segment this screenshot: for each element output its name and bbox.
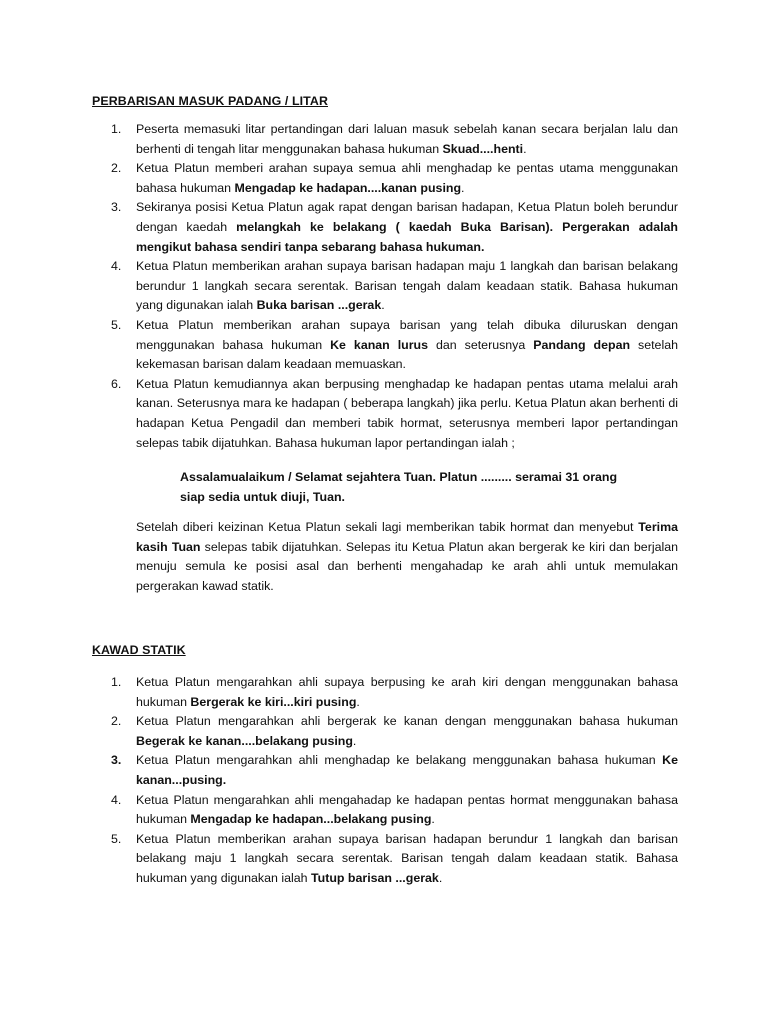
body-text: Peserta memasuki litar pertandingan dari laluan masuk sebelah kanan secara berjalan lalu dan berhenti di tengah litar menggunakan bahasa hukuman [136,122,678,156]
bold-command-text: Tutup barisan ...gerak [310,870,439,885]
section-heading-perbarisan: PERBARISAN MASUK PADANG / LITAR [92,94,328,108]
bold-command-text: Buka barisan ...gerak [256,298,382,313]
body-text: Ketua Platun kemudiannya akan berpusing menghadap ke hadapan pentas utama melalui arah kanan. Seterusnya mara ke hadapan ( beberapa langkah) jika perlu. Ketua Platun akan berhenti di hadapan Ketua Pengadil dan memberi tabik hormat, seterusnya memberi lapor pertandingan selepas tabik dijatuhkan. Bahasa hukuman lapor pertandingan ialah ; [136,376,678,450]
bold-command-text: Ke kanan lurus [330,337,429,352]
bold-command-text: Bergerak ke kiri...kiri pusing [190,694,357,709]
bold-command-text: Skuad....henti [442,141,524,156]
list-item [111,257,678,316]
bold-command-text: Ke kanan...pusing. [136,753,678,787]
body-text: Ketua Platun mengarahkan ahli bergerak ke kanan dengan menggunakan bahasa hukuman [136,714,678,729]
body-text: Ketua Platun memberikan arahan supaya barisan yang telah dibuka diluruskan dengan menggunakan bahasa hukuman [136,317,678,352]
list-item-number: 3. [111,753,122,768]
body-text: . [431,812,435,827]
perbarisan-steps-list [111,120,678,453]
body-text: Ketua Platun memberi arahan supaya semua ahli menghadap ke pentas utama menggunakan bahasa hukuman [136,161,678,195]
body-text: . [461,180,465,195]
salute-line-2: siap sedia untuk diuji, Tuan. [180,489,345,504]
body-text: . [356,694,360,709]
list-item [111,673,678,712]
bold-command-text: Mengadap ke hadapan...belakang pusing [190,812,432,827]
body-text: Ketua Platun memberikan arahan supaya barisan hadapan berundur 1 langkah dan barisan belakang maju 1 langkah secara serentak. Barisan tengah dalam keadaan statik. Bahasa hukuman yang digunakan ialah [136,831,678,885]
body-text: Ketua Platun mengarahkan ahli mengahadap ke hadapan pentas hormat menggunakan bahasa hukuman [136,792,678,827]
list-item [111,316,678,375]
salute-line-1: Assalamualaikum / Selamat sejahtera Tuan. Platun ......... seramai 31 orang [180,470,618,484]
list-item-number: 3. [111,200,122,215]
list-item [111,791,678,830]
bold-command-text: Pandang depan [533,337,631,352]
list-item [111,159,678,198]
body-text: setelah kekemasan barisan dalam keadaan memuaskan. [136,337,678,372]
list-item [111,120,678,159]
list-item-number: 1. [111,122,122,136]
body-text: selepas tabik dijatuhkan. Selepas itu Ketua Platun akan bergerak ke kiri dan berjalan menuju semula ke posisi asal dan berhenti mengahadap ke arah ahli untuk memulakan pergerakan kawad statik. [136,539,679,593]
body-text: . [381,298,385,313]
list-item-number: 2. [111,714,122,729]
kawad-statik-steps-list [111,673,678,889]
body-text: . [523,141,527,156]
list-item-number: 4. [111,792,122,807]
bold-command-text: Terima kasih Tuan [136,520,678,554]
list-item [111,751,678,790]
list-item [111,198,678,257]
list-item [111,830,678,889]
list-item-number: 5. [111,317,122,332]
body-text: . [438,870,443,885]
section-heading-kawad-statik: KAWAD STATIK [92,643,186,657]
list-item [111,712,678,751]
list-item-number: 6. [111,376,122,391]
body-text: Ketua Platun mengarahkan ahli menghadap ke belakang menggunakan bahasa hukuman [136,753,663,768]
bold-command-text: melangkah ke belakang ( kaedah Buka Barisan). Pergerakan adalah mengikut bahasa sendiri tanpa sebarang bahasa hukuman. [136,219,678,254]
list-item-number: 4. [111,259,122,274]
bold-command-text: Mengadap ke hadapan....kanan pusing [234,180,462,195]
list-item [111,375,678,453]
body-text: Ketua Platun mengarahkan ahli supaya berpusing ke arah kiri dengan menggunakan bahasa hukuman [136,675,678,709]
body-text: Sekiranya posisi Ketua Platun agak rapat dengan barisan hadapan, Ketua Platun boleh berundur dengan kaedah [136,200,678,234]
body-text: Ketua Platun memberikan arahan supaya barisan hadapan maju 1 langkah dan barisan belakang berundur 1 langkah secara serentak. Barisan tengah dalam keadaan statik. Bahasa hukuman yang digunakan ialah [136,259,678,313]
body-text: . [352,733,357,748]
list-item-number: 1. [111,675,122,689]
list-item-number: 2. [111,161,122,176]
body-text: dan seterusnya [428,337,534,352]
closing-paragraph [136,518,678,596]
salute-statement [180,468,660,507]
bold-command-text: Begerak ke kanan....belakang pusing [136,733,353,748]
body-text: Setelah diberi keizinan Ketua Platun sekali lagi memberikan tabik hormat dan menyebut [136,520,639,534]
list-item-number: 5. [111,831,122,846]
